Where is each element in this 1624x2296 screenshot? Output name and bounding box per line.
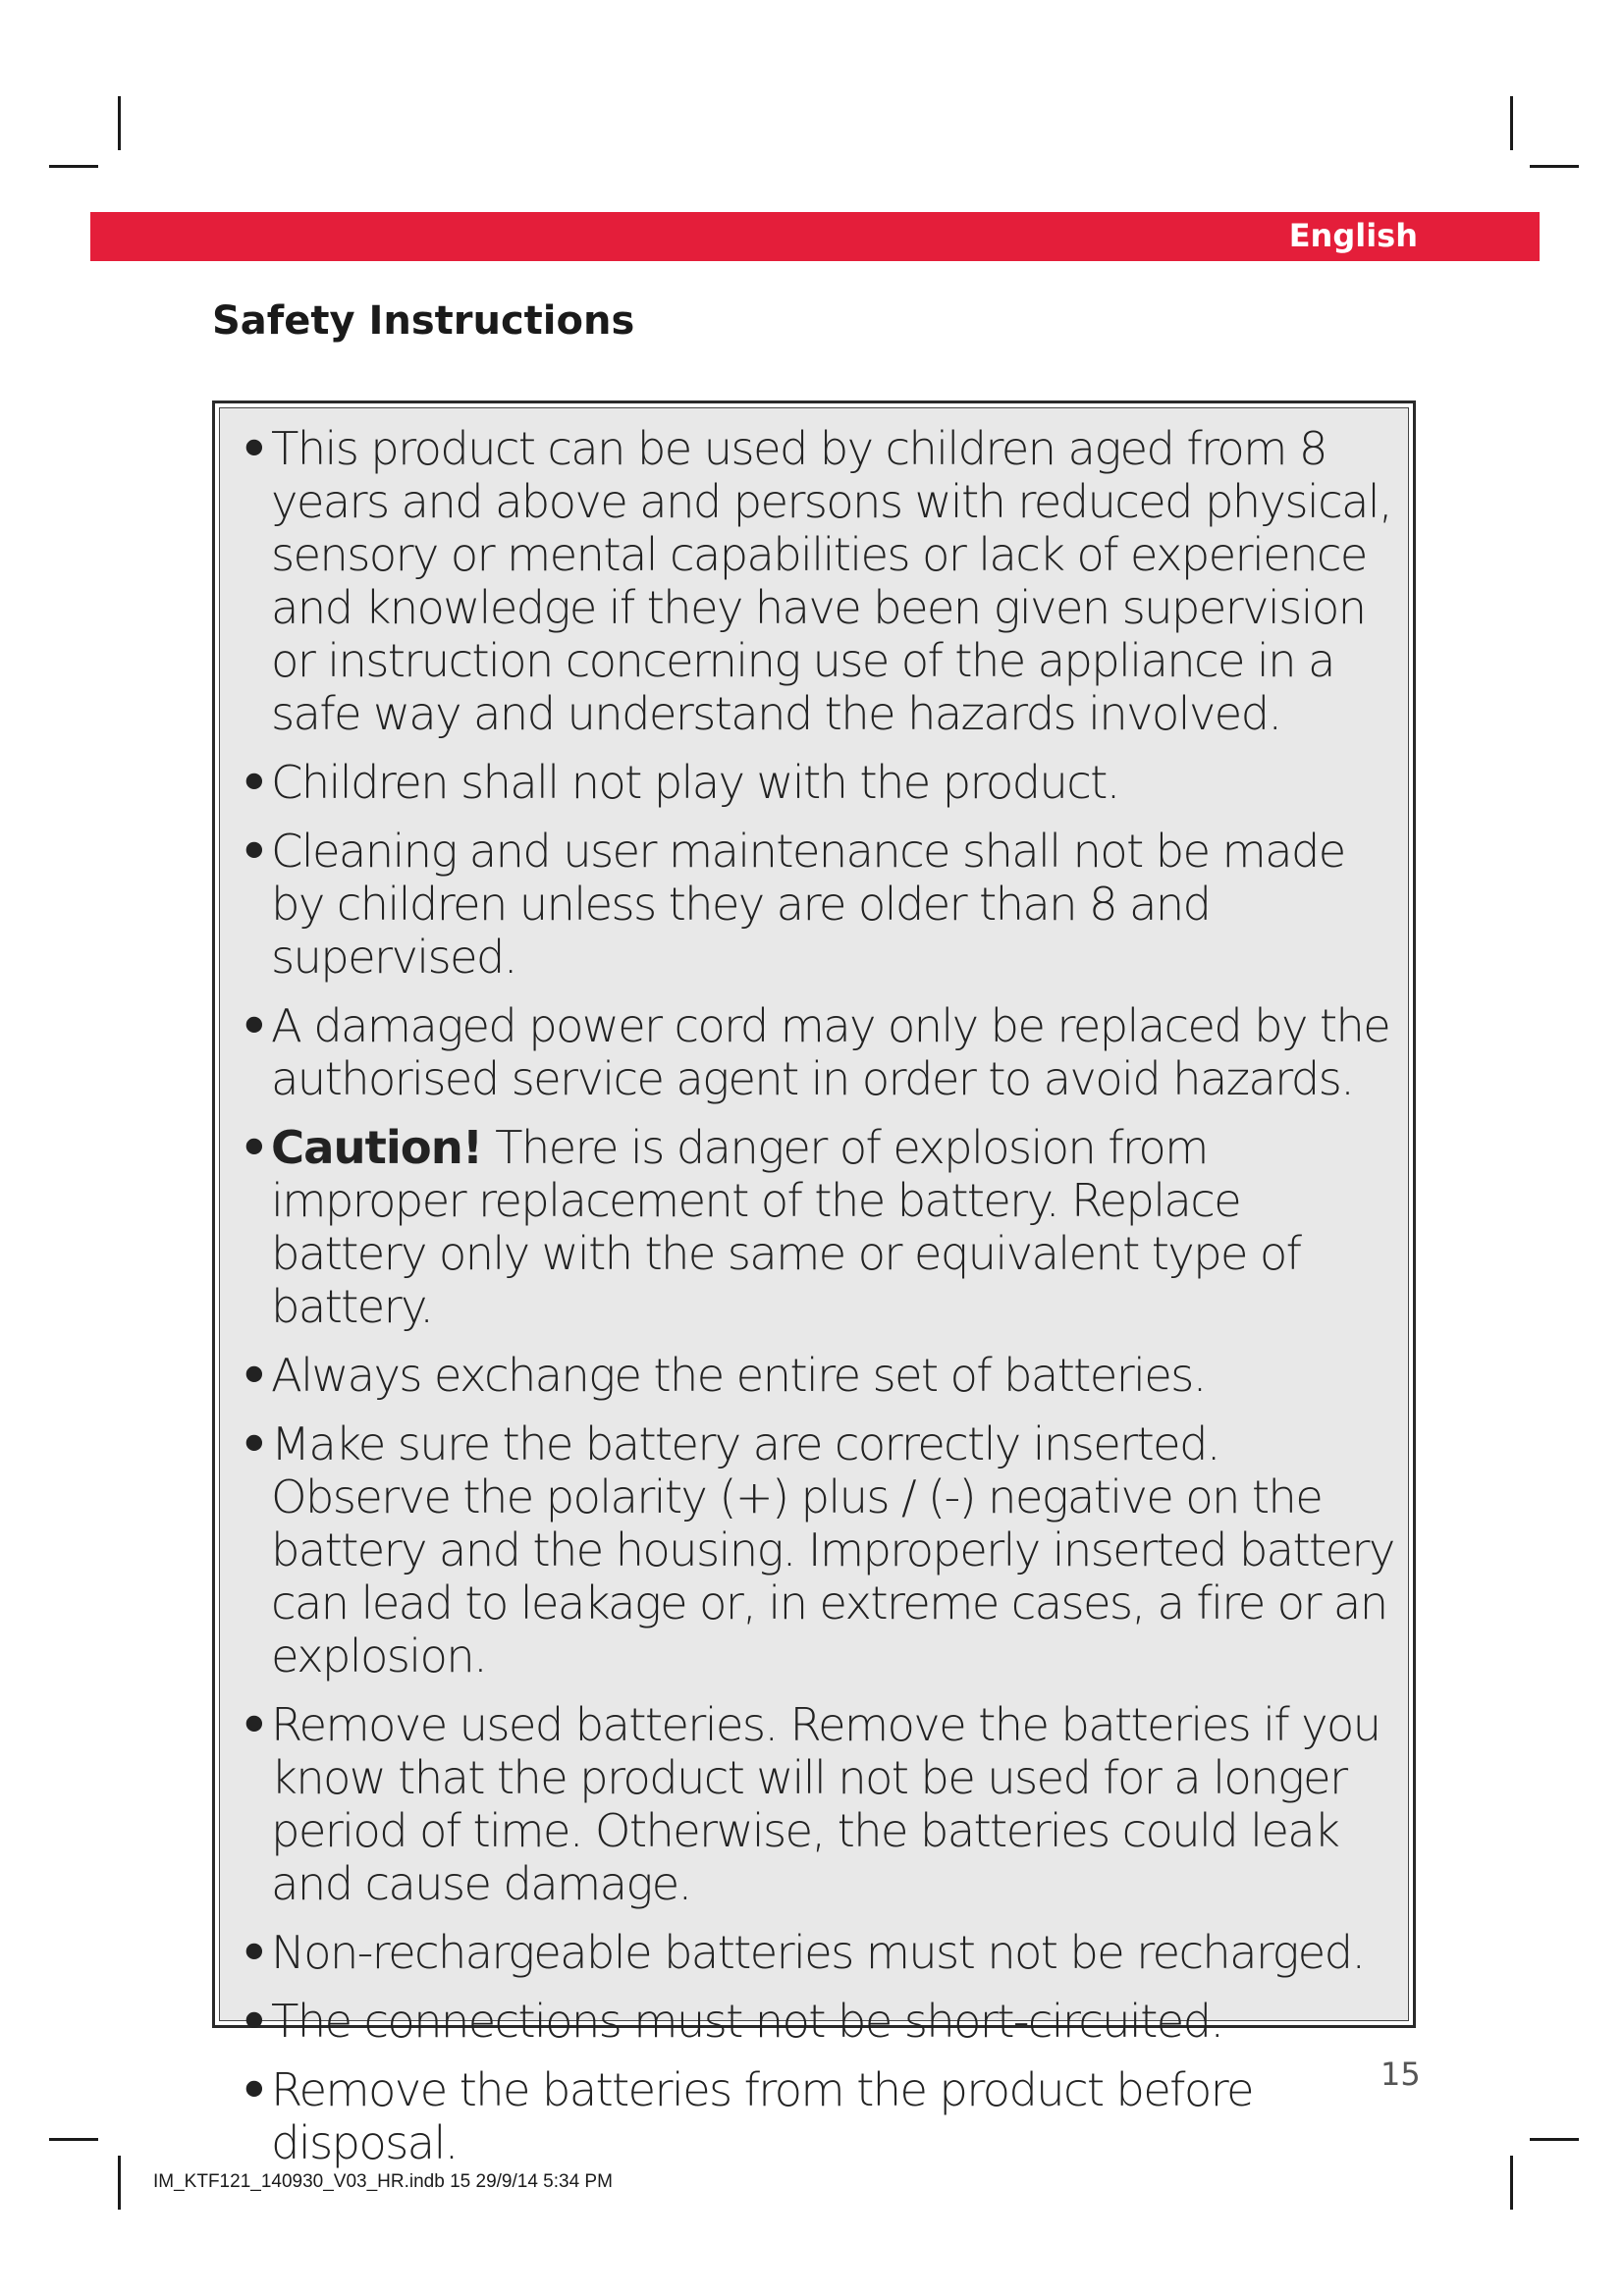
crop-mark xyxy=(49,2138,98,2141)
crop-mark xyxy=(1530,165,1579,168)
caution-label: Caution! xyxy=(271,1121,483,1174)
safety-item: • A damaged power cord may only be replaced by the authorised service agent in order to avoid hazards. xyxy=(240,999,1390,1105)
safety-item: • Children shall not play with the product. xyxy=(240,756,1119,809)
bullet-icon: • xyxy=(240,1926,268,1979)
safety-item: • Remove used batteries. Remove the batteries if you know that the product will not be used for a longer period of time. Otherwise, the batteries could leak and cause damage. xyxy=(240,1698,1380,1910)
safety-item: • Always exchange the entire set of batteries. xyxy=(240,1349,1206,1402)
bullet-icon: • xyxy=(240,1121,268,1174)
crop-mark xyxy=(1510,2156,1513,2210)
safety-item: • Non-rechargeable batteries must not be recharged. xyxy=(240,1926,1365,1979)
bullet-icon: • xyxy=(240,1995,268,2048)
page-number: 15 xyxy=(1380,2056,1421,2093)
bullet-icon: • xyxy=(240,1417,268,1470)
language-label: English xyxy=(1288,217,1418,254)
safety-item: • Cleaning and user maintenance shall not be made by children unless they are older than 8 and supervised. xyxy=(240,825,1345,984)
safety-item: • Make sure the battery are correctly inserted. Observe the polarity (+) plus / (-) negative on the battery and the housing. Improperly inserted battery can lead to leakage or, in extreme cases, a fire or an explosion. xyxy=(240,1417,1394,1682)
safety-item: • The connections must not be short-circuited. xyxy=(240,1995,1223,2048)
crop-mark xyxy=(49,165,98,168)
bullet-icon: • xyxy=(240,1698,268,1751)
crop-mark xyxy=(1510,96,1513,150)
safety-item: • This product can be used by children aged from 8 years and above and persons with reduced physical, sensory or mental capabilities or lack of experience and knowledge if they have been given supervision or instruction concerning use of the appliance in a safe way and understand the hazards involved. xyxy=(240,422,1392,740)
safety-item-caution: • Caution! There is danger of explosion from improper replacement of the battery. Replace battery only with the same or equivalent type of battery. xyxy=(240,1121,1301,1333)
safety-item: • Remove the batteries from the product before disposal. xyxy=(240,2063,1253,2169)
bullet-icon: • xyxy=(240,422,268,475)
bullet-icon: • xyxy=(240,999,268,1052)
section-title: Safety Instructions xyxy=(212,298,635,344)
crop-mark xyxy=(118,96,121,150)
crop-mark xyxy=(1530,2138,1579,2141)
safety-list xyxy=(240,422,1406,2169)
crop-mark xyxy=(118,2156,121,2210)
print-file-info: IM_KTF121_140930_V03_HR.indb 15 29/9/14 5:34 PM xyxy=(153,2171,613,2192)
bullet-icon: • xyxy=(240,2063,268,2116)
language-header-bar xyxy=(90,212,1540,261)
bullet-icon: • xyxy=(240,756,268,809)
bullet-icon: • xyxy=(240,1349,268,1402)
bullet-icon: • xyxy=(240,825,268,878)
